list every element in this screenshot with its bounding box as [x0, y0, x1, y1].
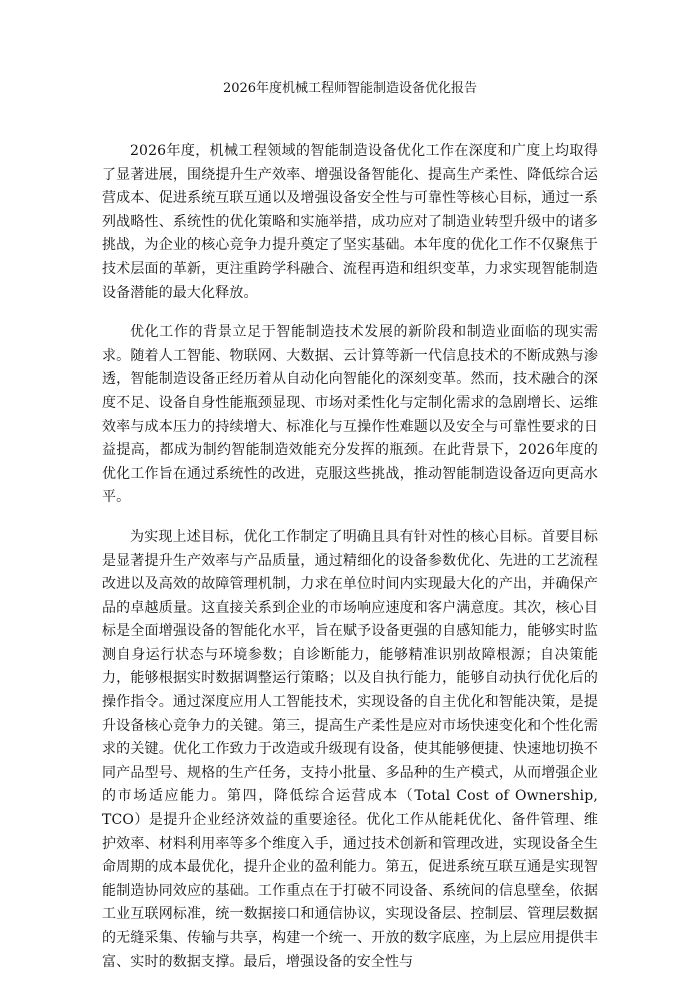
- document-body: [102, 140, 598, 990]
- paragraph-objectives: 为实现上述目标，优化工作制定了明确且具有针对性的核心目标。首要目标是显著提升生产效率与产品质量，通过精细化的设备参数优化、先进的工艺流程改进以及高效的故障管理机制，力求在单位时间内实现最大化的产出，并确保产品的卓越质量。这直接关系到企业的市场响应速度和客户满意度。其次，核心目标是全面增强设备的智能化水平，旨在赋予设备更强的自感知能力，能够实时监测自身运行状态与环境参数；自诊断能力，能够精准识别故障根源；自决策能力，能够根据实时数据调整运行策略；以及自执行能力，能够自动执行优化后的操作指令。通过深度应用人工智能技术，实现设备的自主优化和智能决策，是提升设备核心竞争力的关键。第三，提高生产柔性是应对市场快速变化和个性化需求的关键。优化工作致力于改造或升级现有设备，使其能够便捷、快速地切换不同产品型号、规格的生产任务，支持小批量、多品种的生产模式，从而增强企业的市场适应能力。第四，降低综合运营成本（Total Cost of Ownership, TCO）是提升企业经济效益的重要途径。优化工作从能耗优化、备件管理、维护效率、材料利用率等多个维度入手，通过技术创新和管理改进，实现设备全生命周期的成本最优化，提升企业的盈利能力。第五，促进系统互联互通是实现智能制造协同效应的基础。工作重点在于打破不同设备、系统间的信息壁垒，依据工业互联网标准，统一数据接口和通信协议，实现设备层、控制层、管理层数据的无缝采集、传输与共享，构建一个统一、开放的数字底座，为上层应用提供丰富、实时的数据支撑。最后，增强设备的安全性与: [102, 528, 598, 970]
- document-title: 2026年度机械工程师智能制造设备优化报告: [222, 81, 478, 96]
- paragraph-intro: 2026年度，机械工程领域的智能制造设备优化工作在深度和广度上均取得了显著进展，围绕提升生产效率、增强设备智能化、提高生产柔性、降低综合运营成本、促进系统互联互通以及增强设备安全性与可靠性等核心目标，通过一系列战略性、系统性的优化策略和实施举措，成功应对了制造业转型升级中的诸多挑战，为企业的核心竞争力提升奠定了坚实基础。本年度的优化工作不仅聚焦于技术层面的革新，更注重跨学科融合、流程再造和组织变革，力求实现智能制造设备潜能的最大化释放。: [102, 143, 598, 301]
- paragraph-background: 优化工作的背景立足于智能制造技术发展的新阶段和制造业面临的现实需求。随着人工智能、物联网、大数据、云计算等新一代信息技术的不断成熟与渗透，智能制造设备正经历着从自动化向智能化的深刻变革。然而，技术融合的深度不足、设备自身性能瓶颈显现、市场对柔性化与定制化需求的急剧增长、运维效率与成本压力的持续增大、标准化与互操作性难题以及安全与可靠性要求的日益提高，都成为制约智能制造效能充分发挥的瓶颈。在此背景下，2026年度的优化工作旨在通过系统性的改进，克服这些挑战，推动智能制造设备迈向更高水平。: [102, 324, 598, 506]
